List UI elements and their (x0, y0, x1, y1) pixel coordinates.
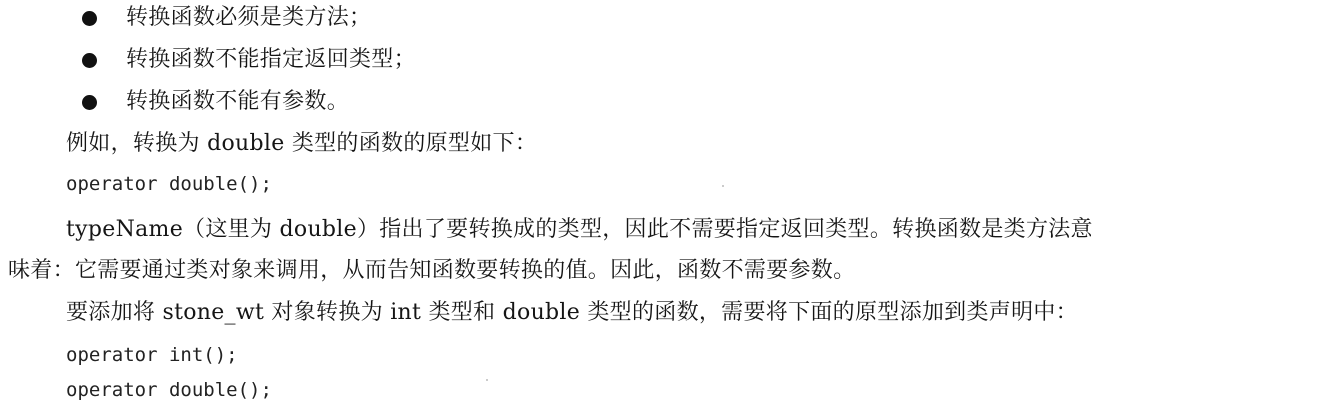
bullet-item: 转换函数不能有参数。 (126, 89, 350, 114)
scan-speck (722, 185, 724, 187)
paragraph-line-1: typeName（这里为 double）指出了要转换成的类型，因此不需要指定返回类型。转换函数是类方法意 (66, 217, 1093, 242)
instruction-line: 要添加将 stone_wt 对象转换为 int 类型和 double 类型的函数，需要将下面的原型添加到类声明中： (66, 300, 1078, 325)
code-line: operator double(); (66, 173, 272, 195)
code-line: operator int(); (66, 344, 238, 366)
bullet-dot-icon (82, 11, 97, 26)
bullet-item: 转换函数必须是类方法； (126, 5, 372, 30)
bullet-dot-icon (82, 53, 97, 68)
bullet-dot-icon (82, 95, 97, 110)
intro-line: 例如，转换为 double 类型的函数的原型如下： (66, 131, 538, 156)
scan-speck (486, 379, 488, 381)
code-line: operator double(); (66, 379, 272, 401)
paragraph-line-2: 味着：它需要通过类对象来调用，从而告知函数要转换的值。因此，函数不需要参数。 (8, 258, 856, 283)
bullet-item: 转换函数不能指定返回类型； (126, 47, 416, 72)
